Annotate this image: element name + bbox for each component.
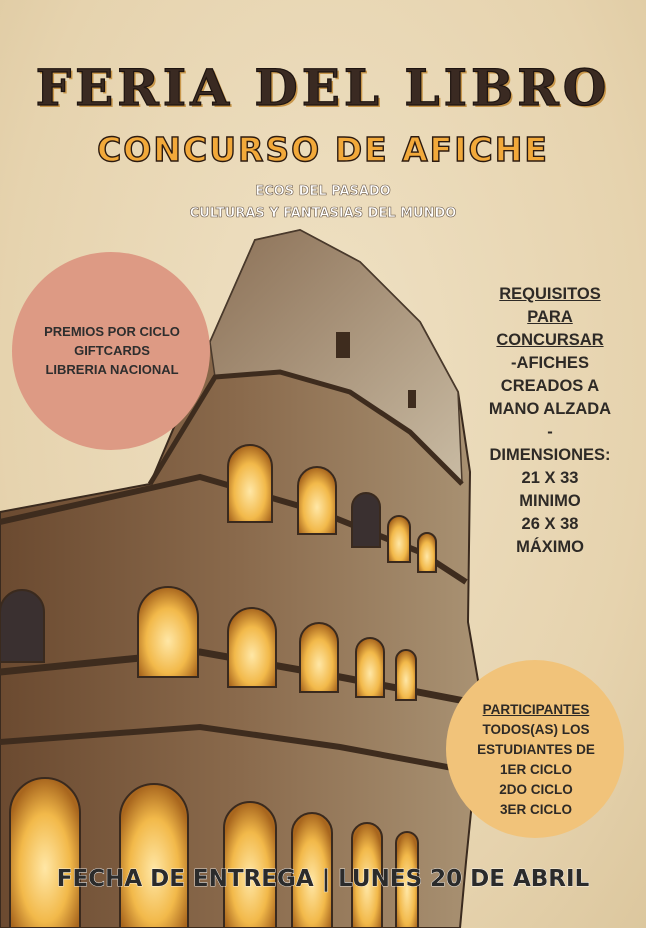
- theme-line-2: CULTURAS Y FANTASIAS DEL MUNDO: [189, 206, 457, 221]
- requirements-line-5: DIMENSIONES:: [489, 446, 611, 464]
- participants-line-5: 3ER CICLO: [499, 802, 572, 817]
- participants-line-2: ESTUDIANTES DE: [477, 742, 595, 757]
- deadline-banner: FECHA DE ENTREGA | LUNES 20 DE ABRIL: [56, 866, 590, 892]
- requirements-line-1: -AFICHES: [511, 354, 589, 372]
- requirements-line-9: MÁXIMO: [516, 538, 584, 556]
- requirements-heading-3: CONCURSAR: [496, 331, 604, 349]
- participants-line-1: TODOS(AS) LOS: [482, 722, 590, 737]
- prize-line-2: GIFTCARDS: [74, 343, 150, 358]
- requirements-line-3: MANO ALZADA: [488, 400, 612, 418]
- poster-title: FERIA DEL LIBRO: [35, 58, 611, 117]
- requirements-line-7: MINIMO: [519, 492, 581, 510]
- requirements-heading-2: PARA: [527, 308, 573, 326]
- requirements-line-8: 26 X 38: [521, 515, 579, 533]
- participants-info: [448, 700, 624, 820]
- prize-line-3: LIBRERIA NACIONAL: [45, 362, 179, 377]
- requirements-line-4: -: [547, 423, 553, 441]
- requirements-line-6: 21 X 33: [521, 469, 579, 487]
- poster-subtitle: CONCURSO DE AFICHE: [97, 130, 549, 169]
- requirements-heading-1: REQUISITOS: [499, 285, 601, 303]
- requirements-line-2: CREADOS A: [500, 377, 600, 395]
- participants-line-3: 1ER CICLO: [499, 762, 572, 777]
- prize-info: [18, 322, 206, 379]
- prize-line-1: PREMIOS POR CICLO: [44, 324, 180, 339]
- participants-heading: PARTICIPANTES: [482, 702, 590, 717]
- theme-line-1: ECOS DEL PASADO: [255, 184, 391, 199]
- requirements-block: [472, 283, 628, 559]
- participants-line-4: 2DO CICLO: [499, 782, 573, 797]
